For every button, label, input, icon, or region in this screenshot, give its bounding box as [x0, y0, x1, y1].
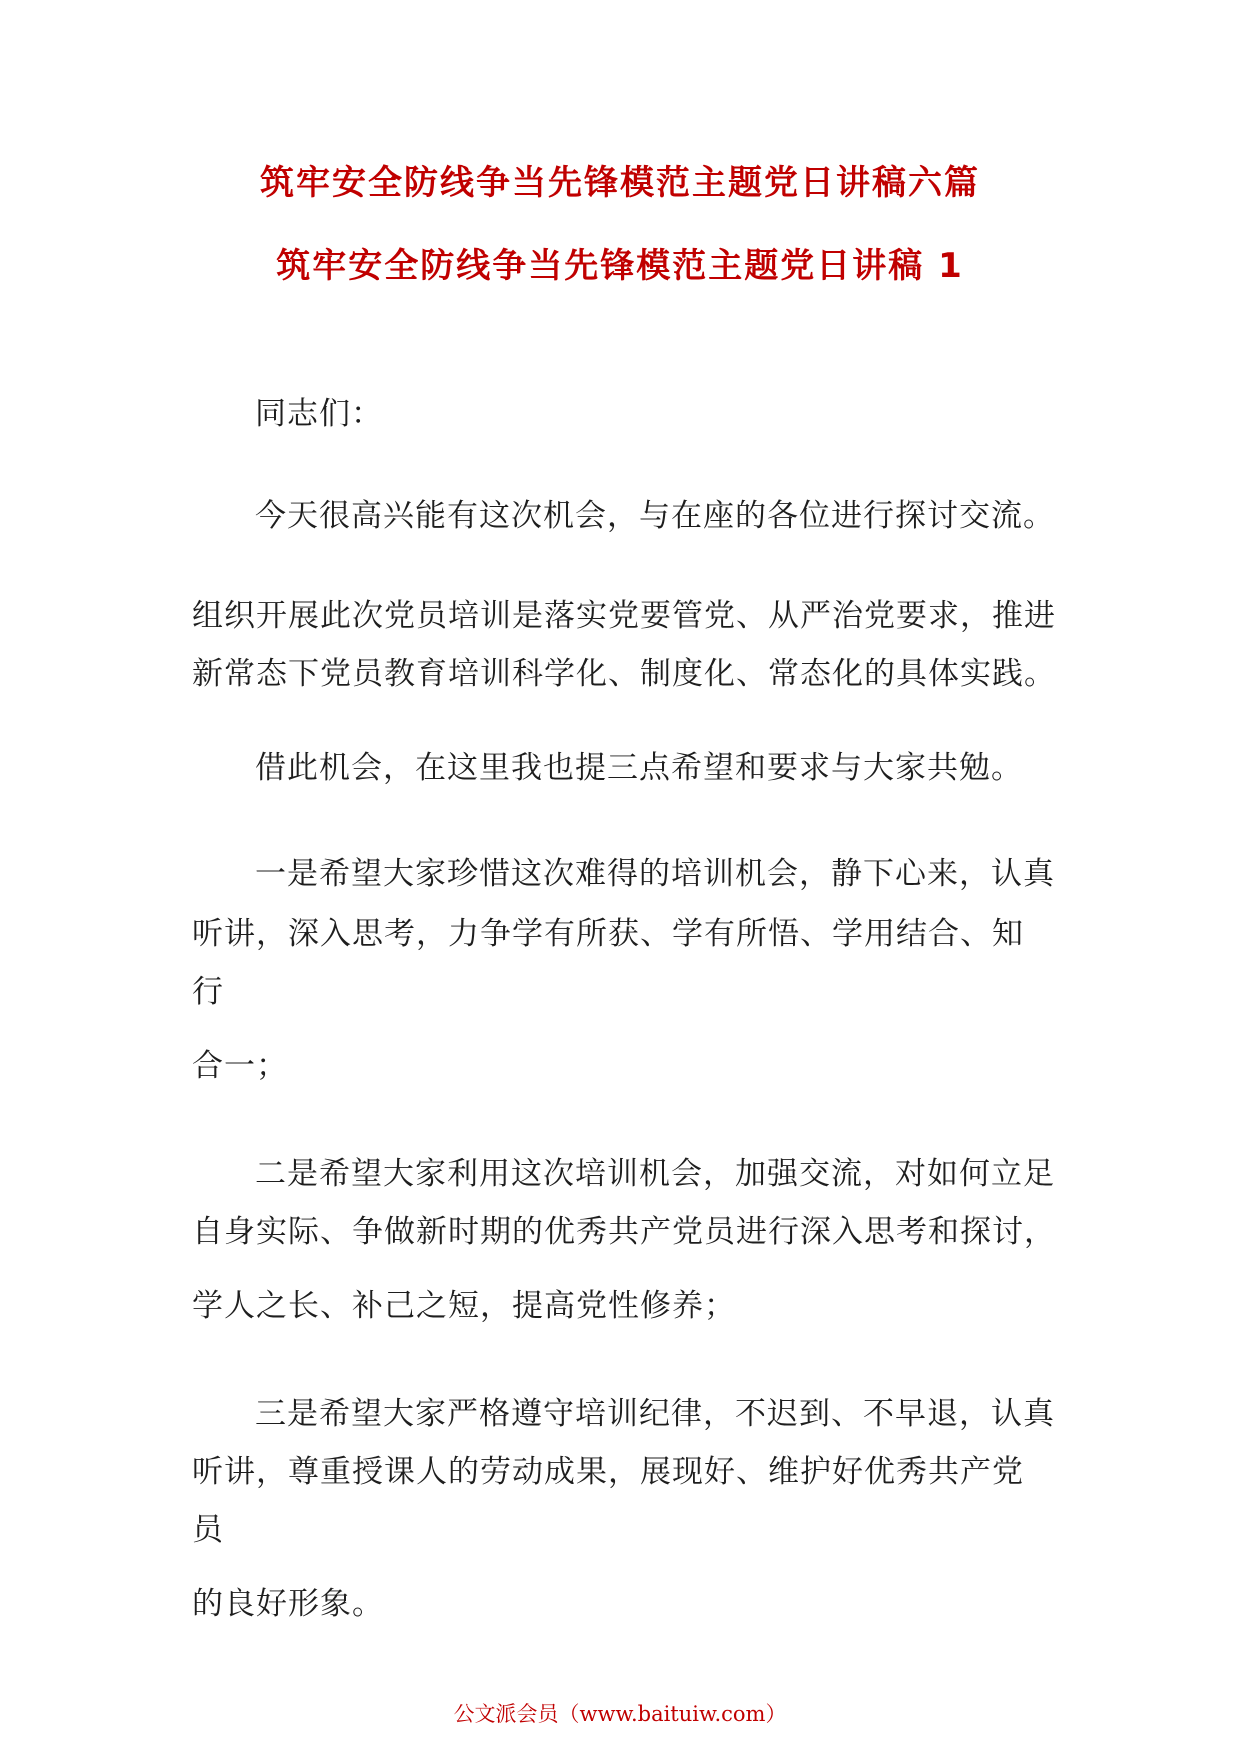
salutation-line: 同志们： [255, 396, 383, 432]
body-line: 二是希望大家利用这次培训机会，加强交流，对如何立足 [255, 1156, 1055, 1192]
body-line: 合一； [192, 1048, 288, 1084]
section-title: 筑牢安全防线争当先锋模范主题党日讲稿 1 [276, 246, 964, 286]
document-title: 筑牢安全防线争当先锋模范主题党日讲稿六篇 [260, 163, 980, 203]
body-line: 组织开展此次党员培训是落实党要管党、从严治党要求，推进 [192, 598, 1056, 634]
body-line: 三是希望大家严格遵守培训纪律，不迟到、不早退，认真 [255, 1396, 1055, 1432]
footer-link[interactable]: 公文派会员（www.baituiw.com） [453, 1702, 787, 1726]
body-line: 借此机会，在这里我也提三点希望和要求与大家共勉。 [255, 750, 1023, 786]
body-line: 行 [192, 974, 224, 1010]
body-line: 自身实际、争做新时期的优秀共产党员进行深入思考和探讨， [192, 1214, 1056, 1250]
body-line: 员 [192, 1512, 224, 1548]
body-line: 今天很高兴能有这次机会，与在座的各位进行探讨交流。 [255, 498, 1055, 534]
body-line: 一是希望大家珍惜这次难得的培训机会，静下心来，认真 [255, 856, 1055, 892]
body-line: 学人之长、补己之短，提高党性修养； [192, 1288, 736, 1324]
body-line: 听讲，深入思考，力争学有所获、学有所悟、学用结合、知 [192, 916, 1024, 952]
body-line: 的良好形象。 [192, 1586, 384, 1622]
body-line: 新常态下党员教育培训科学化、制度化、常态化的具体实践。 [192, 656, 1056, 692]
body-line: 听讲，尊重授课人的劳动成果，展现好、维护好优秀共产党 [192, 1454, 1024, 1490]
